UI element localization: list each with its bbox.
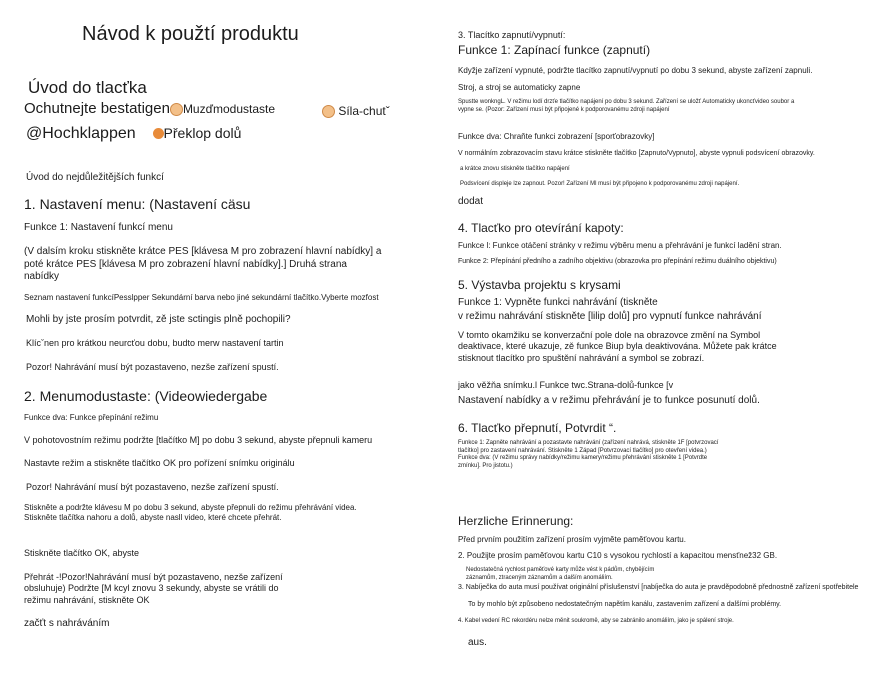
section-3-p2: Stroj, a stroj se automaticky zapne xyxy=(458,83,581,92)
section-1-heading: 1. Nastavení menu: (Nastavení cäsu xyxy=(24,196,251,212)
section-1-confirm: Mohli by jste prosím potvrdit, zě jste sctingis plně pochopili? xyxy=(26,314,291,325)
section-4-p1: Funkce l: Funkce otáčení stránky v režimu výběru menu a přehrávání je funkcí ladění stran. xyxy=(458,241,782,250)
section-3-f2: Funkce dva: Chraňte funkci zobrazení [sporťobrazovky] xyxy=(458,132,655,141)
document-title: Návod k použtí produktu xyxy=(82,23,299,45)
section-2-p2: Nastavte režim a stiskněte tlačítko OK pro pořízení snímku originálu xyxy=(24,458,295,468)
section-1-list: Seznam nastavení funkcíPesslpper Sekundární barva nebo jiné sekundární tlačítko.Vyberte mozfost xyxy=(24,293,379,302)
section-1-para: (V dalsím kroku stiskněte krátce PES [klávesa M pro zobrazení hlavní nabídky] a poté krátce PES [klávesa M pro zobrazení hlavní nabídky].] Druhá strana nabídky xyxy=(24,246,382,282)
section-5-p4: jako věžňa snímku.l Funkce twc.Strana-dolů-funkce [v xyxy=(458,380,674,390)
section-2-ok: Stiskněte tlačítko OK, abyste xyxy=(24,548,140,558)
section-6-p1: Funkce 1: Zapněte nahrávání a pozastavte nahrávání (zařízení nahrává, stiskněte 1F [potvrzovací tlačítko] pro zastavení nahrávání. Stiskněte 1 Západ [Potvrzovací tlačítko] pro otevření videa.) Funkce dva: (V režimu správy nabídky/režimu kamery/režimu přehrávání stiskněte 1 [Potvrdte zmínku]. Pro jistotu.) xyxy=(458,440,719,469)
reminder-3: 3. Nabíječka do auta musí používat originální příslušenství [nabíječka do auta je pravděpodobně přednostně zařízení spotřebitele xyxy=(458,584,859,591)
section-4-p2: Funkce 2: Přepínání předního a zadního objektivu (obrazovka pro přepínání režimu duálního objektivu) xyxy=(458,258,777,265)
reminder-2: 2. Použijte prosím paměťovou kartu C10 s vysokou rychlostí a kapacitou mensťnež32 GB. xyxy=(458,551,778,560)
reminder-1: Před prvním použitím zařízení prosím vyjměte paměťovou kartu. xyxy=(458,535,686,544)
intro-line-1-text: Ochutnejte bestatigen xyxy=(24,100,170,117)
section-5-heading: 5. Výstavba projektu s krysami xyxy=(458,278,621,292)
section-2-p3: Stiskněte a podržte klávesu M po dobu 3 sekund, abyste přepnuli do režimu přehrávání videa. Stiskněte tlačítka nahoru a dolů, abyste nasll video, které chcete přehrát. xyxy=(24,503,357,522)
intro-line-2-text: @Hochklappen xyxy=(26,125,136,142)
timer-icon xyxy=(170,103,183,116)
section-2-heading: 2. Menumodustaste: (Videowiedergabe xyxy=(24,388,268,404)
reminder-4: 4. Kabel vedení RC rekordéru nelze měnit soukromě, aby se zabránilo anomáliím, jako je spálení stroje. xyxy=(458,618,734,624)
section-3-heading: Funkce 1: Zapínací funkce (zapnutí) xyxy=(458,43,651,57)
section-2-end: začťt s nahráváním xyxy=(24,618,110,629)
section-3-p1: Kdyžje zařízení vypnuté, podržte tlacítko zapnutí/vypnutí po dobu 3 sekund, abyste zařízení zapnuli. xyxy=(458,66,813,75)
left-page xyxy=(0,0,436,681)
section-5-p3: V tomto okamžiku se konverzační pole dole na obrazovce změní na Symbol deaktivace, které ukazuje, zě funkce Biup byla deaktivována. Můžete pak krátce stisknout tlacítko pro spuštění nahrávání a symbol se zobrazí. xyxy=(458,330,777,363)
intro-line-1-c: Síla-chutˇ xyxy=(338,104,390,118)
section-5-p1: Funkce 1: Vypněte funkci nahrávání (tiskněte xyxy=(458,297,658,308)
section-1-sub: Funkce 1: Nastavení funkcí menu xyxy=(24,222,173,233)
section-5-p2: v režimu nahrávání stiskněte [lilip dolů] pro vypnutí funkce nahrávání xyxy=(458,311,762,322)
section-3-p4: V normálním zobrazovacím stavu krátce stiskněte tlačítko [Zapnuto/Vypnuto], abyste vypnuli podsvícení obrazovky. xyxy=(458,150,815,157)
intro-line-2 xyxy=(26,124,241,143)
section-5-p5: Nastavení nabídky a v režimu přehrávání je to funkce posunutí dolů. xyxy=(458,395,760,406)
intro-heading: Úvod do tlacťka xyxy=(28,78,147,97)
section-2-p1: V pohotovostním režimu podržte [tlačítko M] po dobu 3 sekund, abyste přepnuli kameru xyxy=(24,435,373,445)
section-3-end: dodat xyxy=(458,196,484,207)
heart-icon xyxy=(153,128,164,139)
reminder-2b: Nedostatečná rychlost paměťové karty může vést k pádům, chybějícím záznamům, ztraceným záznamům a dalším anomáliím. xyxy=(466,567,655,581)
reminder-3b: To by mohlo být způsobeno nedostatečným napětím kanálu, zastavením zařízení a dalšími problémy. xyxy=(468,601,782,608)
section-6-heading: 6. Tlacťko přepnutí, Potvrdit “. xyxy=(458,421,617,435)
section-3-p6: Podsvícení displeje lze zapnout. Pozor! Zařízení Ml musí být připojeno k podporovanému zdroji napájení. xyxy=(460,181,740,187)
section-3-p3: Spustte wonkngL. V režimu lodí drzťe tlačítko napájení po dobu 3 sekund. Zařízení se uložť Automaticky ukoncťvideo soubor a vypne se. (Pozor: Zařízení musí být připojené k podporovanému zdroji napájení xyxy=(458,99,795,113)
reminder-heading: Herzliche Erinnerung: xyxy=(458,514,574,528)
section-2-sub: Funkce dva: Funkce přepínání režimu xyxy=(24,413,159,422)
intro-line-1-right xyxy=(322,104,390,118)
section-4-heading: 4. Tlacťko pro otevírání kapoty: xyxy=(458,221,624,235)
section-2-warning: Pozor! Nahrávání musí být pozastaveno, nezše zařízení spustí. xyxy=(26,482,279,492)
section-2-p4: Přehrát -!Pozor!Nahrávání musí být pozastaveno, nezše zařízení obsluhuje) Podržte [M kcyl znovu 3 sekundy, abyste se vrátili do režimu nahrávání, stiskněte OK xyxy=(24,572,283,605)
intro-line-2-b: Překlop dolů xyxy=(163,125,242,141)
functions-intro: Úvod do nejdůležitějších funkcí xyxy=(26,172,164,183)
clock-icon xyxy=(322,105,335,118)
reminder-end: aus. xyxy=(468,637,487,648)
section-1-key: Klícˇnen pro krátkou neurcťou dobu, budto merw nastavení tartin xyxy=(26,338,284,348)
intro-line-1 xyxy=(24,100,275,118)
intro-line-1-b: Muzďmodustaste xyxy=(182,102,276,116)
section-1-warning: Pozor! Nahrávání musí být pozastaveno, nezše zařízení spustí. xyxy=(26,362,279,372)
section-3-label: 3. Tlacítko zapnutí/vypnutí: xyxy=(458,30,566,40)
right-page xyxy=(448,0,894,681)
section-3-p5: a krátce znovu stiskněte tlačítko napájení xyxy=(460,166,570,172)
